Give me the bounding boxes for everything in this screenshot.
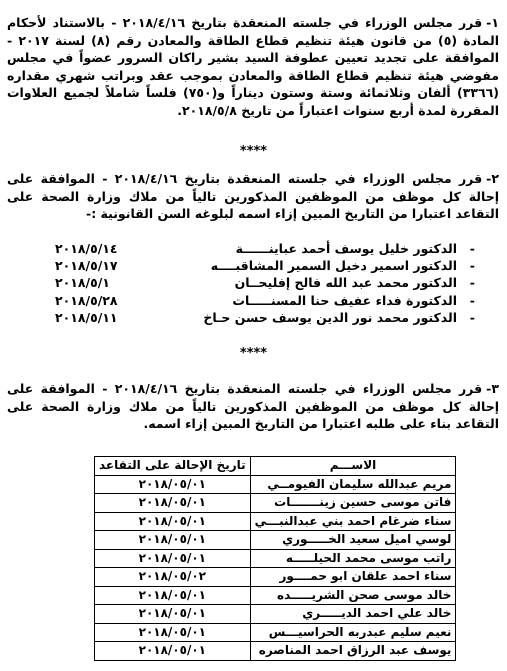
table-cell-date: ٢٠١٨/٠٥/٠١ [95,475,251,494]
table-row [95,549,456,568]
list-item [55,240,475,257]
table-row [95,586,456,605]
retiree-date: ٢٠١٨/٥/١٤ [55,241,118,256]
table-row [95,494,456,513]
table-row [95,512,456,531]
retirement-table [94,456,456,661]
table-header-row [95,457,456,476]
table-cell-name: مريم عبدالله سليمان الفيومــي [250,475,456,494]
table-cell-name: خالد موسى صحن الشريـــــده [250,586,456,605]
date-column-header: تاريخ الإحالة على التقاعد [95,457,251,476]
table-row [95,568,456,587]
table-cell-name: خالد علي احمد الديـــــري [250,605,456,624]
retiree-name: - الدكتورة فداء عفيف حنا المسنـــــات [232,292,475,309]
table-cell-date: ٢٠١٨/٠٥/٠١ [95,642,251,661]
table-cell-name: لوسي اميل سعيد الخـــــوري [250,531,456,550]
table-cell-name: سناء احمد علقان ابو حمــــور [250,568,456,587]
table-cell-name: يوسف عبد الرزاق احمد المناصره [250,642,456,661]
table-cell-date: ٢٠١٨/٠٥/٠١ [95,549,251,568]
decision-3 [7,380,499,433]
retiree-date: ٢٠١٨/٥/١١ [55,309,118,325]
retiree-name: - الدكتور محمد عبد الله فالح إفليحــان [235,274,475,291]
retiree-name: - الدكتور اسمير دخيل السمير المشاقبــــه [211,257,475,274]
table-cell-date: ٢٠١٨/٠٥/٠١ [95,531,251,550]
list-item [55,292,475,309]
separator-1: **** [239,144,268,159]
table-cell-name: راتب موسى محمد الحيلـــــه [250,549,456,568]
table-cell-date: ٢٠١٨/٠٥/٠٢ [95,568,251,587]
table-cell-date: ٢٠١٨/٠٥/٠١ [95,623,251,642]
name-column-header: الاســـم [250,457,456,476]
table-cell-name: فاتن موسى حسين زينـــــــات [250,494,456,513]
retirees-list [55,240,475,326]
decision-3-text: قرر مجلس الوزراء في جلسته المنعقدة بتاريخ ٢٠١٨/٤/١٦ - الموافقة على إحالة كل موظف من الموظفين المذكورين تالياً من ملاك وزارة الصحة على التقاعد بناء على طلبه اعتبارا من التاريخ المبين إزاء اسمه. [7,381,499,431]
table-row [95,531,456,550]
table-row [95,475,456,494]
decision-2 [7,170,499,223]
retiree-name: - الدكتور محمد نور الدين يوسف حسن حـاخ [203,309,475,326]
list-item [55,257,475,274]
retiree-date: ٢٠١٨/٥/٢٨ [55,292,118,308]
retiree-date: ٢٠١٨/٥/١٧ [55,258,118,274]
table-row [95,605,456,624]
list-item [55,309,475,326]
decision-2-number: ٢- [486,171,499,186]
table-cell-name: سناء ضرغام احمد بني عبدالنبـــي [250,512,456,531]
table-cell-name: نعيم سليم عبدربه الحراسيـــس [250,623,456,642]
list-item [55,274,475,291]
decision-3-number: ٣- [486,381,499,396]
retiree-name: - الدكتور خليل يوسف أحمد عباينــــــة [236,240,475,257]
table-cell-date: ٢٠١٨/٠٥/٠١ [95,494,251,513]
table-row [95,623,456,642]
decision-1-number: ١- [486,15,499,30]
table-cell-date: ٢٠١٨/٠٥/٠١ [95,586,251,605]
decision-1-text: قرر مجلس الوزراء في جلسته المنعقدة بتاريخ ٢٠١٨/٤/١٦ - بالاستناد لأحكام المادة (٥) من قانون هيئة تنظيم قطاع الطاقة والمعادن رقم (٨) لسنة ٢٠١٧ - الموافقة على تجديد تعيين عطوفة السيد بشير راكان السرور عضواً في مجلس مفوضي هيئة تنظيم قطاع الطاقة والمعادن بموجب عقد وبراتب شهري مقداره (٣٣٦٦) ألفان وثلاثمائة وستة وستون ديناراً و(٧٥٠) فلساً شاملاً لجميع العلاوات المقررة لمدة أربع سنوات اعتباراً من تاريخ ٢٠١٨/٥/٨. [7,15,499,118]
separator-2: **** [239,346,268,361]
decision-1 [7,14,499,119]
table-row [95,642,456,661]
retiree-date: ٢٠١٨/٥/١ [55,275,110,291]
table-cell-date: ٢٠١٨/٠٥/٠١ [95,605,251,624]
table-cell-date: ٢٠١٨/٠٥/٠١ [95,512,251,531]
decision-2-text: قرر مجلس الوزراء في جلسته المنعقدة بتاريخ ٢٠١٨/٤/١٦ - الموافقة على إحالة كل موظف من الموظفين المذكورين تالياً من ملاك وزارة الصحة على التقاعد اعتبارا من التاريخ المبين إزاء اسمه لبلوغه السن القانونية :- [7,171,499,221]
